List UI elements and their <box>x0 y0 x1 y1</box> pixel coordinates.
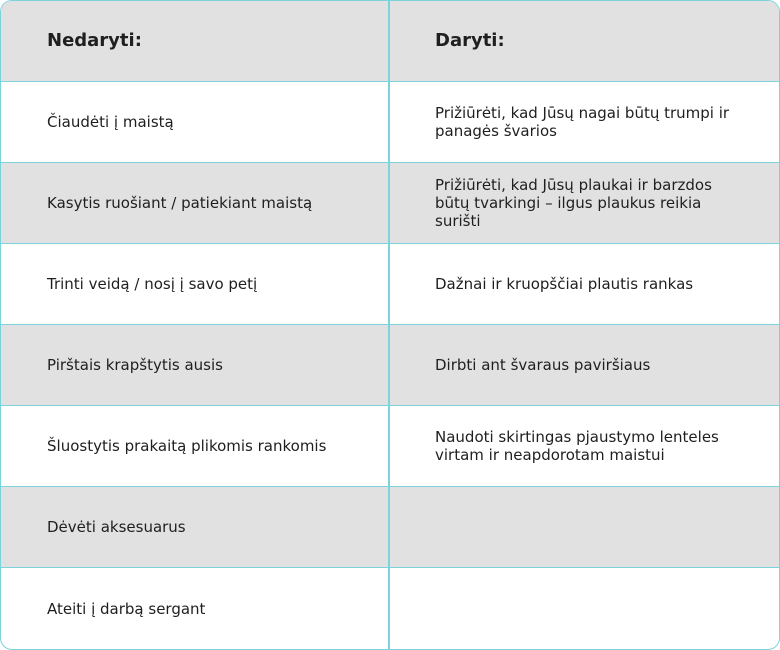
do-item-2: Prižiūrėti, kad Jūsų plaukai ir barzdos būtų tvarkingi – ilgus plaukus reikia surišti <box>390 163 779 244</box>
do-item-1: Prižiūrėti, kad Jūsų nagai būtų trumpi ir panagės švarios <box>390 82 779 163</box>
do-item-3: Dažnai ir kruopščiai plautis rankas <box>390 244 779 325</box>
dont-item-5: Šluostytis prakaitą plikomis rankomis <box>1 406 390 487</box>
do-item-7 <box>390 568 779 649</box>
header-do: Daryti: <box>390 1 779 82</box>
dont-item-4: Pirštais krapštytis ausis <box>1 325 390 406</box>
dont-item-6: Dėvėti aksesuarus <box>1 487 390 568</box>
dont-item-3: Trinti veidą / nosį į savo petį <box>1 244 390 325</box>
dont-item-2: Kasytis ruošiant / patiekiant maistą <box>1 163 390 244</box>
do-item-5: Naudoti skirtingas pjaustymo lenteles virtam ir neapdorotam maistui <box>390 406 779 487</box>
do-item-6 <box>390 487 779 568</box>
do-item-4: Dirbti ant švaraus paviršiaus <box>390 325 779 406</box>
dont-item-1: Čiaudėti į maistą <box>1 82 390 163</box>
dont-item-7: Ateiti į darbą sergant <box>1 568 390 649</box>
header-dont: Nedaryti: <box>1 1 390 82</box>
